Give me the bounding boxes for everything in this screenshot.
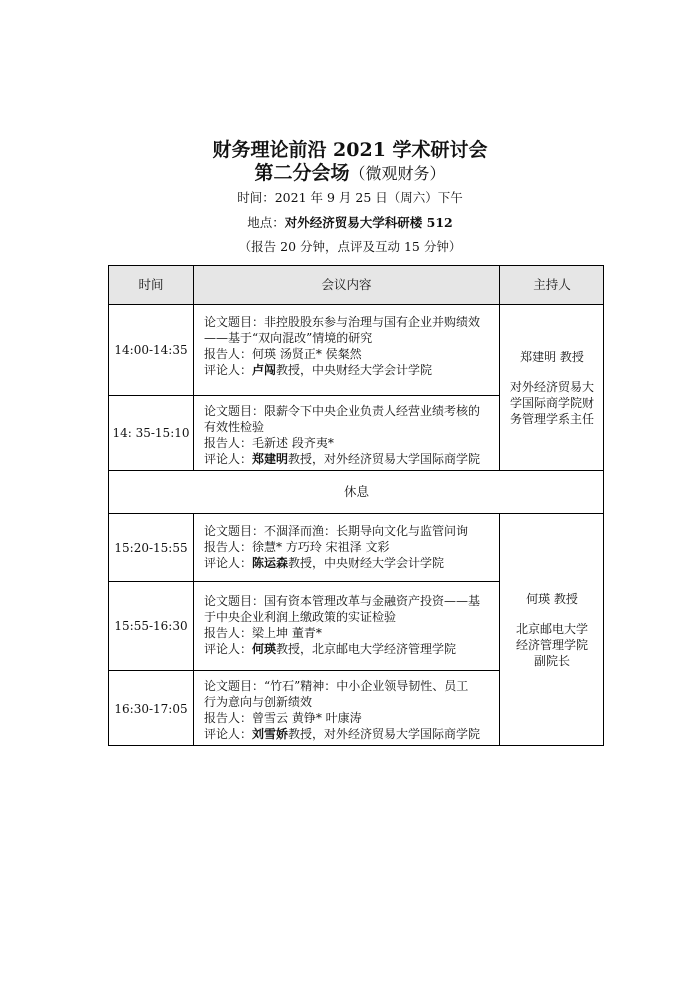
reporter-line: 报告人：毛新述 段齐夷* <box>204 436 334 450</box>
session-time: 14: 35-15:10 <box>108 395 193 470</box>
host-name: 郑建明 教授 <box>520 349 584 364</box>
reviewer-label: 评论人： <box>204 556 253 570</box>
paper-title-line: 论文题目：国有资本管理改革与金融资产投资——基 <box>204 594 481 608</box>
host-affiliation-line: 对外经济贸易大 <box>509 379 594 394</box>
host-affiliation-line: 学国际商学院财 <box>509 395 594 410</box>
host-affiliation-line: 经济管理学院 <box>515 638 588 652</box>
reviewer-name: 卢闯 <box>252 363 277 377</box>
reporter-line: 报告人：梁上坤 董青* <box>204 626 322 640</box>
schedule-table <box>108 265 604 746</box>
reviewer-name: 陈运森 <box>252 556 289 570</box>
reviewer-affiliation: 教授，对外经济贸易大学国际商学院 <box>288 727 481 741</box>
reviewer-label: 评论人： <box>204 363 253 377</box>
session-content <box>193 670 499 746</box>
reviewer-line <box>204 362 493 378</box>
paper-title-line: 论文题目：“竹石”精神：中小企业领导韧性、员工 <box>204 679 469 693</box>
session-time: 15:20-15:55 <box>108 513 193 581</box>
reviewer-line <box>204 641 493 657</box>
reviewer-name: 刘雪娇 <box>252 727 289 741</box>
session-time: 16:30-17:05 <box>108 670 193 746</box>
reviewer-name: 何瑛 <box>252 642 277 656</box>
host-affiliation-line: 务管理学系主任 <box>509 411 594 426</box>
host-affiliation-line: 副院长 <box>533 654 570 668</box>
reviewer-affiliation: 教授，对外经济贸易大学国际商学院 <box>288 452 481 466</box>
time-line: 时间：2021 年 9 月 25 日（周六）下午 <box>237 190 463 205</box>
header-content: 会议内容 <box>193 265 499 304</box>
paper-title-line: 于中央企业利润上缴政策的实证检验 <box>204 610 397 624</box>
reporter-line: 报告人：徐慧* 方巧玲 宋祖泽 文彩 <box>204 540 390 554</box>
header-host: 主持人 <box>499 265 604 304</box>
session-title-main: 第二分会场 <box>254 162 350 184</box>
reviewer-affiliation: 教授，中央财经大学会计学院 <box>276 363 433 377</box>
paper-title-line: 论文题目：限薪令下中央企业负责人经营业绩考核的 <box>204 404 481 418</box>
reporter-line: 报告人：何瑛 汤贤正* 侯粲然 <box>204 347 362 361</box>
host-affiliation-line: 北京邮电大学 <box>515 622 588 636</box>
paper-title-line: 有效性检验 <box>204 420 265 434</box>
header-time: 时间 <box>108 265 193 304</box>
reviewer-label: 评论人： <box>204 727 253 741</box>
session-title <box>0 161 700 186</box>
reviewer-line <box>204 726 493 742</box>
paper-title-line: 行为意向与创新绩效 <box>204 695 313 709</box>
session-content <box>193 304 499 395</box>
reviewer-line <box>204 555 493 571</box>
location-label: 地点： <box>247 215 285 230</box>
session-time: 14:00-14:35 <box>108 304 193 395</box>
document-title: 财务理论前沿 2021 学术研讨会 <box>212 139 488 161</box>
reviewer-affiliation: 教授，中央财经大学会计学院 <box>288 556 445 570</box>
reviewer-name: 郑建明 <box>252 452 289 466</box>
paper-title-line: 论文题目：非控股股东参与治理与国有企业并购绩效 <box>204 315 481 329</box>
reviewer-label: 评论人： <box>204 642 253 656</box>
reviewer-line <box>204 451 493 467</box>
host-name: 何瑛 教授 <box>526 592 578 606</box>
reviewer-label: 评论人： <box>204 452 253 466</box>
paper-title-line: ——基于“双向混改”情境的研究 <box>204 331 373 345</box>
session-title-sub: （微观财务） <box>349 164 446 183</box>
session-content <box>193 395 499 470</box>
host-cell <box>499 513 604 746</box>
reporter-line: 报告人：曾雪云 黄铮* 叶康涛 <box>204 711 362 725</box>
paper-title-line: 论文题目：不涸泽而渔：长期导向文化与监管问询 <box>204 524 469 538</box>
session-time: 15:55-16:30 <box>108 581 193 670</box>
break-row: 休息 <box>108 470 604 513</box>
location-value: 对外经济贸易大学科研楼 512 <box>284 215 453 230</box>
host-cell <box>499 304 604 470</box>
reviewer-affiliation: 教授，北京邮电大学经济管理学院 <box>276 642 457 656</box>
session-content <box>193 513 499 581</box>
format-note: （报告 20 分钟，点评及互动 15 分钟） <box>238 239 462 254</box>
session-content <box>193 581 499 670</box>
location-line <box>0 215 700 231</box>
